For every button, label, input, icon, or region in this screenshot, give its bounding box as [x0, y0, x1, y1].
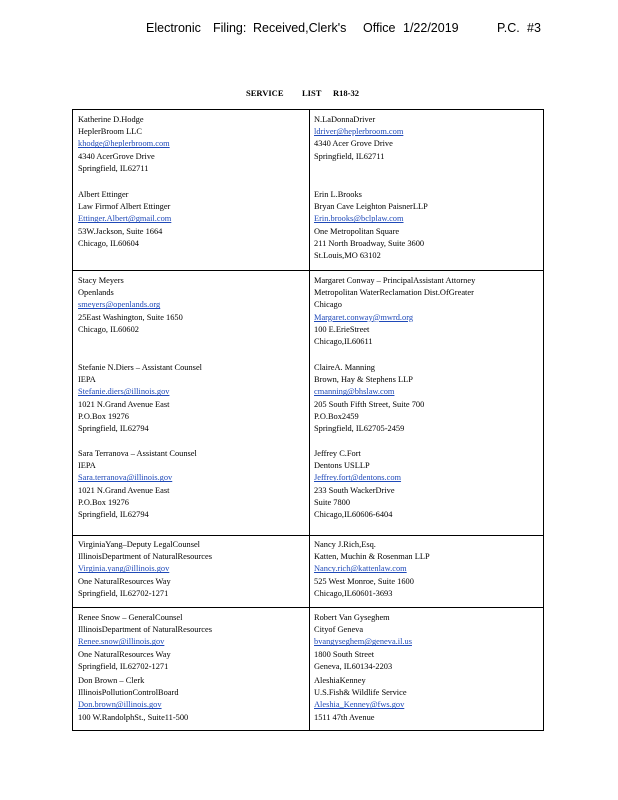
contact-hodge: [78, 114, 308, 175]
contact-email-link[interactable]: Stefanie.diers@illinois.gov: [78, 387, 170, 397]
contact-org: IllinoisPollutionControlBoard: [78, 688, 179, 698]
header-office: Office: [363, 21, 396, 35]
contact-org: Chicago: [314, 300, 342, 310]
contact-org: IllinoisDepartment of NaturalResources: [78, 552, 212, 562]
contact-address: P.O.Box 19276: [78, 497, 129, 507]
header-pc: P.C.: [497, 21, 520, 35]
header-date: 1/22/2019: [403, 21, 459, 35]
contact-name: Albert Ettinger: [78, 190, 129, 199]
header-received: Received,Clerk's: [253, 21, 347, 35]
service-list-table: [72, 109, 544, 731]
title-list: LIST: [302, 88, 322, 98]
contact-org: U.S.Fish& Wildlife Service: [314, 688, 407, 698]
contact-address: 25East Washington, Suite 1650: [78, 312, 183, 322]
contact-address: 1511 47th Avenue: [314, 712, 375, 722]
contact-name: Stacy Meyers: [78, 276, 124, 285]
contact-org: Cityof Geneva: [314, 625, 364, 635]
contact-name: Nancy J.Rich,Esq.: [314, 540, 376, 549]
contact-org: Law Firmof Albert Ettinger: [78, 202, 171, 212]
contact-brown: [78, 675, 308, 724]
contact-conway: [314, 275, 544, 348]
header-pc-number: #3: [527, 21, 541, 35]
title-docket: R18-32: [333, 88, 359, 98]
contact-org: Metropolitan WaterReclamation Dist.OfGreater: [314, 288, 474, 298]
contact-city: Springfield, IL62794: [78, 510, 149, 520]
contact-name: VirginiaYang–Deputy LegalCounsel: [78, 540, 201, 549]
contact-org: IllinoisDepartment of NaturalResources: [78, 625, 212, 635]
contact-address: 1021 N.Grand Avenue East: [78, 399, 170, 409]
contact-city: Springfield, IL62794: [78, 424, 149, 434]
contact-city: Springfield, IL62705-2459: [314, 424, 405, 434]
contact-name: Robert Van Gyseghem: [314, 613, 390, 622]
contact-meyers: [78, 275, 308, 336]
contact-email-link[interactable]: Margaret.conway@mwrd.org: [314, 312, 414, 322]
contact-email-link[interactable]: Virginia.yang@illinois.gov: [78, 564, 170, 574]
contact-city: Geneva, IL60134-2203: [314, 661, 393, 671]
contact-address: 1021 N.Grand Avenue East: [78, 485, 170, 495]
contact-org: Brown, Hay & Stephens LLP: [314, 375, 413, 385]
contact-rich: [314, 539, 544, 600]
column-divider: [309, 110, 310, 730]
contact-org: Dentons USLLP: [314, 461, 370, 471]
contact-org: Katten, Muchin & Rosenman LLP: [314, 552, 430, 562]
contact-diers: [78, 362, 308, 435]
contact-address: 100 E.ErieStreet: [314, 324, 370, 334]
contact-email-link[interactable]: cmanning@bhslaw.com: [314, 387, 395, 397]
contact-email-link[interactable]: Jeffrey.fort@dentons.com: [314, 473, 402, 483]
contact-manning: [314, 362, 544, 435]
contact-email-link[interactable]: Renee.snow@illinois.gov: [78, 637, 165, 647]
contact-address: 4340 Acer Grove Drive: [314, 139, 393, 149]
contact-name: Margaret Conway – PrincipalAssistant Attorney: [314, 276, 476, 285]
contact-email-link[interactable]: khodge@heplerbroom.com: [78, 139, 170, 149]
contact-gyseghem: [314, 612, 544, 673]
contact-org: IEPA: [78, 375, 96, 385]
contact-name: N.LaDonnaDriver: [314, 115, 376, 124]
contact-city: Chicago, IL60604: [78, 238, 139, 248]
contact-name: Renee Snow – GeneralCounsel: [78, 613, 183, 622]
contact-address: 205 South Fifth Street, Suite 700: [314, 399, 425, 409]
contact-name: Stefanie N.Diers – Assistant Counsel: [78, 363, 202, 372]
contact-terranova: [78, 448, 308, 521]
contact-email-link[interactable]: Sara.terranova@illinois.gov: [78, 473, 173, 483]
contact-address: 233 South WackerDrive: [314, 485, 395, 495]
contact-name: Katherine D.Hodge: [78, 115, 144, 124]
contact-address: 1800 South Street: [314, 649, 375, 659]
contact-address: P.O.Box2459: [314, 411, 359, 421]
header-filing: Filing:: [213, 21, 247, 35]
contact-email-link[interactable]: Nancy.rich@kattenlaw.com: [314, 564, 407, 574]
contact-city: Chicago,IL60601-3693: [314, 588, 393, 598]
contact-address: 525 West Monroe, Suite 1600: [314, 576, 414, 586]
contact-email-link[interactable]: Don.brown@illinois.gov: [78, 700, 162, 710]
contact-address: 53W.Jackson, Suite 1664: [78, 226, 163, 236]
row-divider: [73, 535, 543, 536]
contact-city: Springfield, IL62711: [314, 151, 385, 161]
contact-org: IEPA: [78, 461, 96, 471]
contact-snow: [78, 612, 308, 673]
contact-org: HeplerBroom LLC: [78, 127, 142, 137]
filing-header: [0, 21, 618, 35]
contact-name: Jeffrey C.Fort: [314, 449, 361, 458]
row-divider: [73, 270, 543, 271]
contact-name: Erin L.Brooks: [314, 190, 362, 199]
contact-address: Suite 7800: [314, 497, 351, 507]
contact-city: Chicago,IL60606-6404: [314, 510, 393, 520]
contact-address: 4340 AcerGrove Drive: [78, 151, 155, 161]
contact-address: One Metropolitan Square: [314, 226, 400, 236]
title-service: SERVICE: [246, 88, 284, 98]
contact-email-link[interactable]: smeyers@openlands.org: [78, 300, 161, 310]
contact-brooks: [314, 189, 544, 262]
contact-driver: [314, 114, 544, 163]
contact-kenney: [314, 675, 544, 724]
contact-address: One NaturalResources Way: [78, 576, 171, 586]
contact-org: Openlands: [78, 288, 114, 298]
row-divider: [73, 607, 543, 608]
header-electronic: Electronic: [146, 21, 201, 35]
contact-email-link[interactable]: Aleshia_Kenney@fws.gov: [314, 700, 405, 710]
contact-address: 100 W.RandolphSt., Suite11-500: [78, 712, 189, 722]
contact-city: Springfield, IL62711: [78, 163, 149, 173]
contact-address: P.O.Box 19276: [78, 411, 129, 421]
contact-email-link[interactable]: bvangyseghem@geneva.il.us: [314, 637, 412, 647]
contact-name: Sara Terranova – Assistant Counsel: [78, 449, 197, 458]
contact-address: One NaturalResources Way: [78, 649, 171, 659]
contact-name: Don Brown – Clerk: [78, 676, 145, 685]
contact-city: St.Louis,MO 63102: [314, 251, 381, 261]
contact-yang: [78, 539, 308, 600]
contact-ettinger: [78, 189, 308, 250]
contact-email-link[interactable]: Ettinger.Albert@gmail.com: [78, 214, 172, 224]
contact-fort: [314, 448, 544, 521]
service-list-title: [246, 88, 371, 98]
contact-city: Springfield, IL62702-1271: [78, 661, 169, 671]
contact-email-link[interactable]: ldriver@heplerbroom.com: [314, 127, 404, 137]
contact-city: Chicago, IL60602: [78, 324, 139, 334]
contact-city: Chicago,IL60611: [314, 337, 373, 347]
contact-address: 211 North Broadway, Suite 3600: [314, 238, 425, 248]
contact-name: AleshiaKenney: [314, 676, 366, 685]
contact-name: ClaireA. Manning: [314, 363, 375, 372]
contact-org: Bryan Cave Leighton PaisnerLLP: [314, 202, 428, 212]
contact-email-link[interactable]: Erin.brooks@bclplaw.com: [314, 214, 404, 224]
contact-city: Springfield, IL62702-1271: [78, 588, 169, 598]
